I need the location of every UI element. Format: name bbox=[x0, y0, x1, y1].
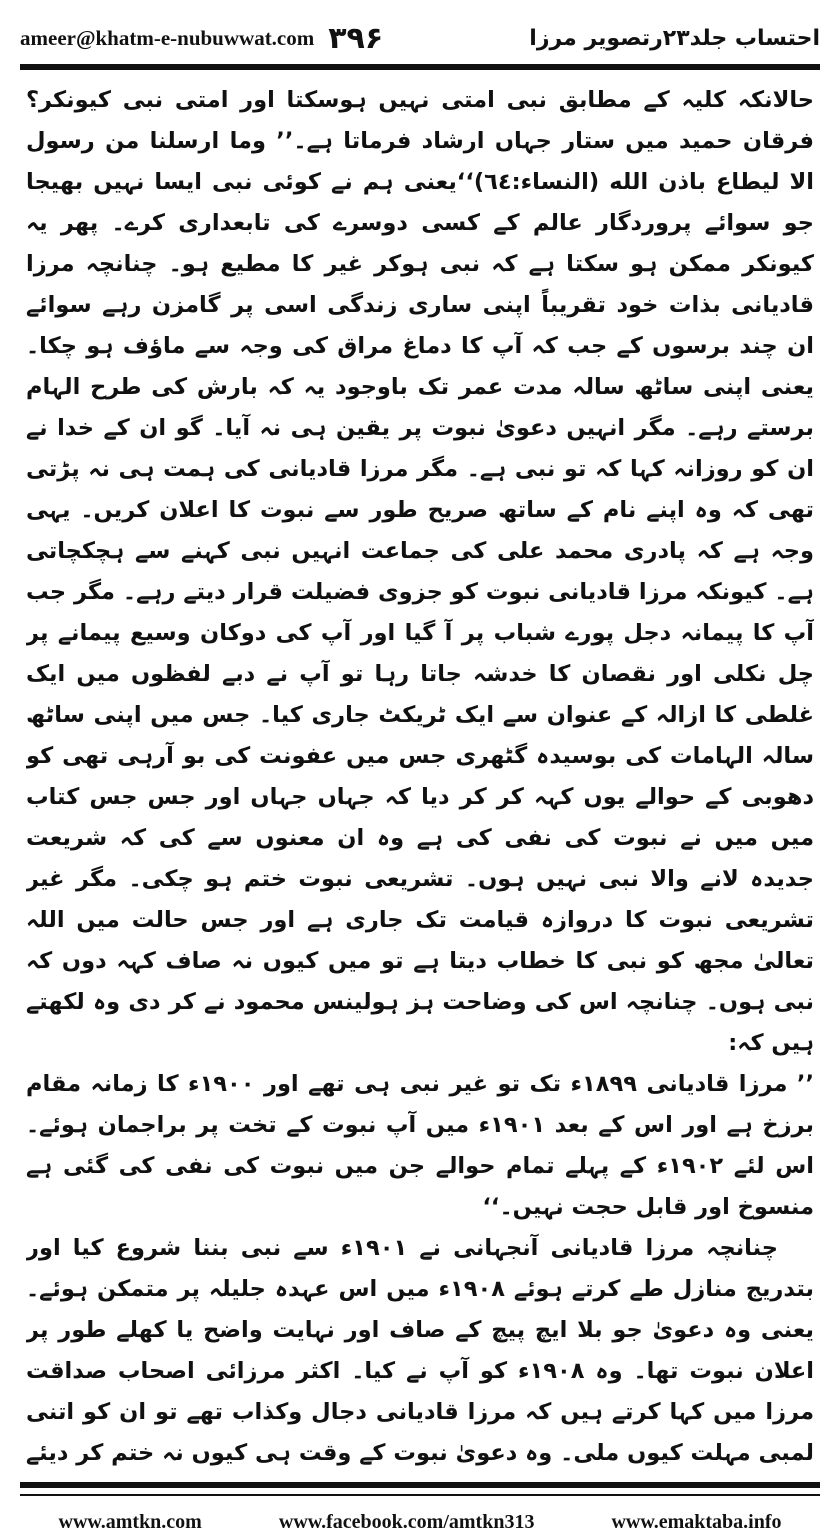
header-email[interactable]: ameer@khatm-e-nubuwwat.com bbox=[20, 25, 315, 50]
header-left bbox=[20, 21, 383, 56]
paragraph-1: حالانکہ کلیہ کے مطابق نبی امتی نہیں ہوسکتا اور امتی نبی کیونکر؟ فرقان حمید میں ستار جہاں ارشاد فرماتا ہے۔’’ وما ارسلنا من رسول الا لیطاع باذن الله (النساء:٦٤)‘‘یعنی ہم نے کوئی نبی ایسا نہیں بھیجا جو سوائے پروردگار عالم کے کسی دوسرے کی تابعداری کرے۔ پھر یہ کیونکر ممکن ہو سکتا ہے کہ نبی ہوکر غیر کا مطیع ہو۔ چنانچہ مرزا قادیانی بذات خود تقریباً اپنی ساری زندگی اسی پر گامزن رہے سوائے ان چند برسوں کے جب کہ آپ کا دماغ مراق کی وجہ سے ماؤف ہو چکا۔ یعنی اپنی ساٹھ سالہ مدت عمر تک باوجود یہ کہ بارش کی طرح الہام برستے رہے۔ مگر انہیں دعویٰ نبوت پر یقین ہی نہ آیا۔ گو ان کے خدا نے ان کو روزانہ کہا کہ تو نبی ہے۔ مگر مرزا قادیانی کی ہمت ہی نہ پڑتی تھی کہ وہ اپنے نام کے ساتھ صریح طور سے نبوت کا اعلان کریں۔ یہی وجہ ہے کہ پادری محمد علی کی جماعت انہیں نبی کہنے سے ہچکچاتی ہے۔ کیونکہ مرزا قادیانی نبوت کو جزوی فضیلت قرار دیتے رہے۔ مگر جب آپ کا پیمانہ دجل پورے شباب پر آ گیا اور آپ کی دوکان وسیع پیمانے پر چل نکلی اور نقصان کا خدشہ جاتا رہا تو آپ نے دبے لفظوں میں ایک غلطی کا ازالہ کے عنوان سے ایک ٹریکٹ جاری کیا۔ جس میں اپنی ساٹھ سالہ الہامات کی بوسیدہ گٹھری جس میں عفونت کی بو آرہی تھی کو دھوبی کے حوالے یوں کہہ کر کر دیا کہ جہاں جہاں اور جس جس کتاب میں میں نے نبوت کی نفی کی ہے وہ ان معنوں سے کی کہ شریعت جدیدہ لانے والا نبی نہیں ہوں۔ تشریعی نبوت ختم ہو چکی۔ مگر غیر تشریعی نبوت کا دروازہ قیامت تک جاری ہے اور جس حالت میں اللہ تعالیٰ مجھ کو نبی کا خطاب دیتا ہے تو میں کیوں نہ صاف کہہ دوں کہ نبی ہوں۔ چنانچہ اس کی وضاحت ہز ہولینس محمود نے کر دی وہ لکھتے ہیں کہ: bbox=[26, 87, 814, 1056]
footer-link-amtkn[interactable]: www.amtkn.com bbox=[58, 1510, 202, 1533]
footer-link-emaktaba[interactable]: www.emaktaba.info bbox=[611, 1510, 782, 1533]
header-rule bbox=[20, 64, 820, 70]
footer-rule-thick bbox=[20, 1482, 820, 1488]
page-number: ۳۹۶ bbox=[328, 20, 384, 56]
footer-rule-thin bbox=[20, 1494, 820, 1496]
page-body bbox=[26, 80, 814, 1468]
page-header bbox=[20, 18, 820, 58]
quoted-paragraph: ’’ مرزا قادیانی ۱۸۹۹ء تک تو غیر نبی ہی تھے اور ۱۹۰۰ء کا زمانہ مقام برزخ ہے اور اس کے بعد ۱۹۰۱ء میں آپ نبوت کے تخت پر براجمان ہوئے۔ اس لئے ۱۹۰۲ء کے پہلے تمام حوالے جن میں نبوت کی نفی کی گئی ہے منسوخ اور قابل حجت نہیں۔‘‘ bbox=[26, 1071, 814, 1220]
page-footer bbox=[20, 1508, 820, 1536]
book-title: احتساب جلد۲۳رتصویر مرزا bbox=[529, 25, 820, 51]
footer-link-facebook[interactable]: www.facebook.com/amtkn313 bbox=[278, 1510, 535, 1533]
paragraph-3: چنانچہ مرزا قادیانی آنجہانی نے ۱۹۰۱ء سے نبی بننا شروع کیا اور بتدریج منازل طے کرتے ہوئے ۱۹۰۸ء میں اس عہدہ جلیلہ پر متمکن ہوئے۔ یعنی وہ دعویٰ جو بلا ایچ پیچ کے صاف اور نہایت واضح یا کھلے طور پر اعلان نبوت تھا۔ وہ ۱۹۰۸ء کو آپ نے کیا۔ اکثر مرزائی اصحاب صداقت مرزا میں کہا کرتے ہیں کہ مرزا قادیانی دجال وکذاب تھے تو ان کو اتنی لمبی مہلت کیوں ملی۔ وہ دعویٰ نبوت کے وقت ہی کیوں نہ ختم کر دیئے bbox=[26, 1235, 814, 1466]
